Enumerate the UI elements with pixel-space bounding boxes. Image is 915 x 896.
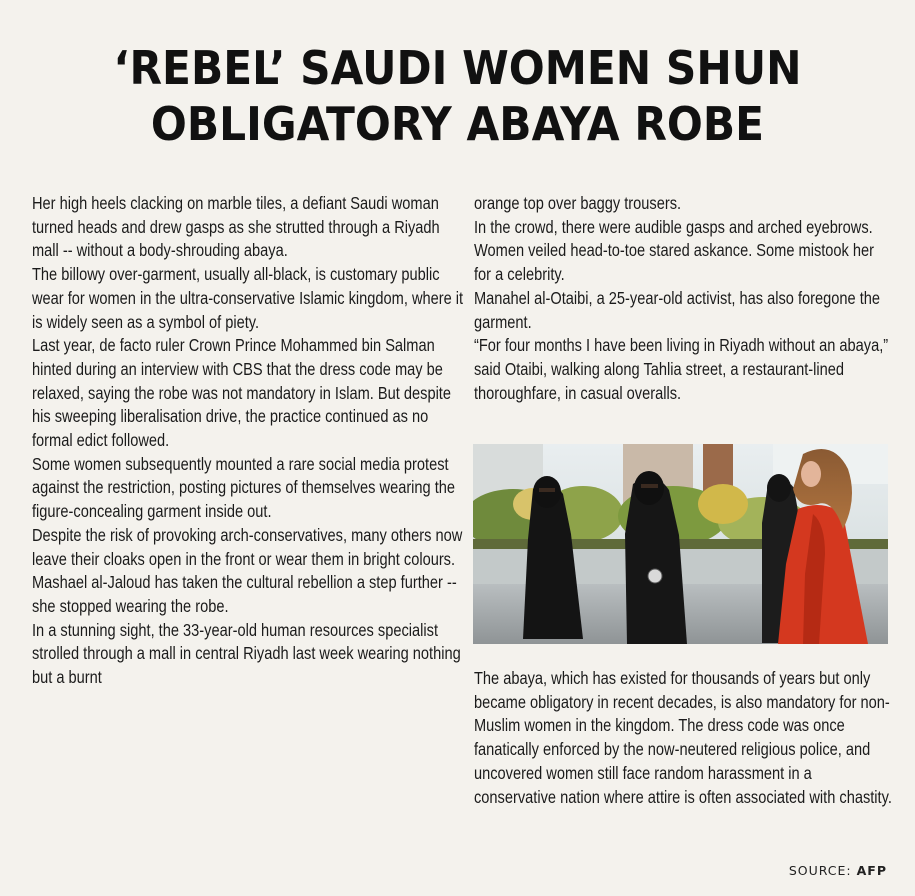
paragraph: Despite the risk of provoking arch-conservatives, many others now leave their cloaks open in the front or wear them in bright colours.: [32, 524, 463, 569]
paragraph: Some women subsequently mounted a rare social media protest against the restriction, posting pictures of themselves wearing the figure-concealing garment inside out.: [32, 453, 456, 522]
article-photo: [473, 444, 888, 644]
paragraph: Manahel al-Otaibi, a 25-year-old activist, has also foregone the garment.: [474, 287, 881, 332]
paragraph: In a stunning sight, the 33-year-old human resources specialist strolled through a mall in central Riyadh last week wearing nothing but a burnt: [32, 619, 461, 688]
headline-line-2: OBLIGATORY ABAYA ROBE: [150, 97, 765, 151]
paragraph: Her high heels clacking on marble tiles, a defiant Saudi woman turned heads and drew gasps as she strutted through a Riyadh mall -- without a body-shrouding abaya.: [32, 193, 440, 261]
left-column: [32, 192, 464, 690]
paragraph: The abaya, which has existed for thousands of years but only became obligatory in recent decades, is also mandatory for non-Muslim women in the kingdom. The dress code was once fanatically enforced by the now-neutered religious police, and uncovered women still face random harassment in a conservative nation where attire is often associated with chastity.: [474, 668, 892, 807]
paragraph: Mashael al-Jaloud has taken the cultural rebellion a step further -- she stopped wearing the robe.: [32, 572, 457, 616]
headline-line-1: ‘REBEL’ SAUDI WOMEN SHUN: [113, 41, 802, 95]
photo-illustration: [473, 444, 888, 644]
right-column-bottom: [474, 667, 894, 809]
source-credit: [789, 863, 887, 878]
source-value: AFP: [856, 863, 887, 878]
right-column-top: [474, 192, 894, 405]
source-label: SOURCE:: [788, 863, 852, 878]
paragraph: In the crowd, there were audible gasps and arched eyebrows. Women veiled head-to-toe stared askance. Some mistook her for a celebrity.: [474, 216, 875, 285]
paragraph: The billowy over-garment, usually all-black, is customary public wear for women in the ultra-conservative Islamic kingdom, where it is widely seen as a symbol of piety.: [32, 264, 464, 332]
paragraph: “For four months I have been living in Riyadh without an abaya,” said Otaibi, walking along Tahlia street, a restaurant-lined thoroughfare, in casual overalls.: [474, 335, 889, 403]
headline: [55, 40, 860, 152]
paragraph: Last year, de facto ruler Crown Prince Mohammed bin Salman hinted during an interview with CBS that the dress code may be relaxed, saying the robe was not mandatory in Islam. But despite his sweeping liberalisation drive, the practice continued as no formal edict followed.: [32, 335, 452, 451]
paragraph: orange top over baggy trousers.: [474, 193, 682, 213]
